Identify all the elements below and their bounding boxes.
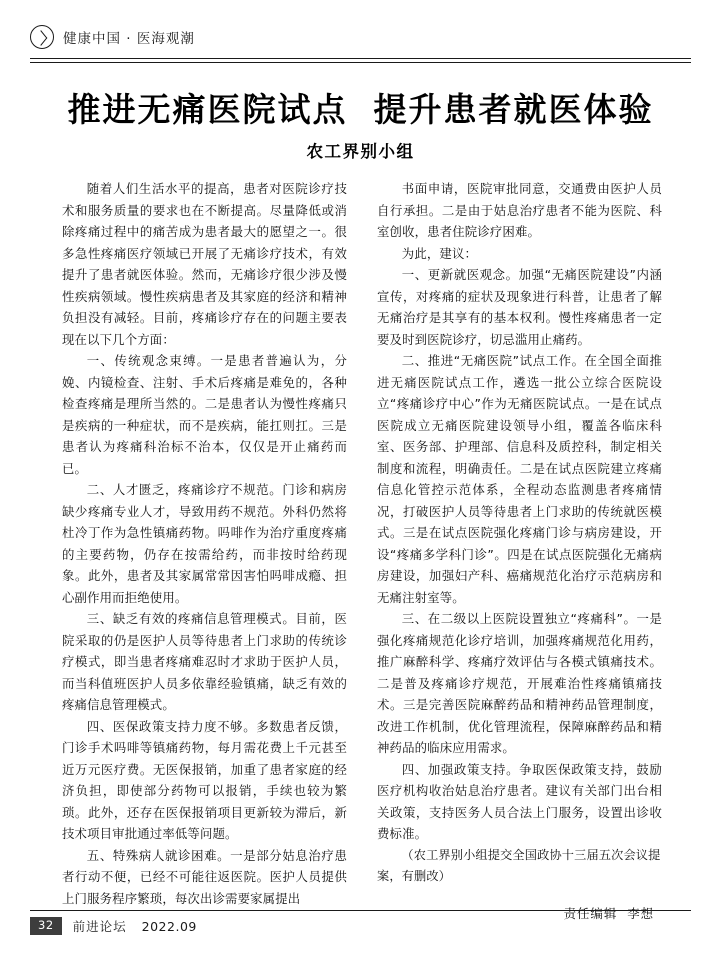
paragraph: 四、加强政策支持。争取医保政策支持，鼓励医疗机构收治姑息治疗患者。建议有关部门出台相关政策，支持医务人员合法上门服务，设置出诊收费标准。 [377, 761, 662, 841]
right-column [377, 178, 662, 921]
paragraph: 二、人才匮乏，疼痛诊疗不规范。门诊和病房缺少疼痛专业人才，导致用药不规范。外科仍然将杜冷丁作为急性镇痛药物。吗啡作为治疗重度疼痛的主要药物，仍存在按需给药，而非按时给药现象。此外，患者及其家属常常因害怕吗啡成瘾、担心副作用而拒绝使用。 [62, 482, 347, 605]
header-divider-thin [30, 62, 691, 63]
issue-date: 2022.09 [141, 918, 197, 934]
page-header [30, 22, 691, 62]
page-subtitle: 农工界别小组 [306, 142, 415, 161]
left-column [62, 178, 347, 906]
page-footer [30, 910, 691, 940]
paragraph: 三、缺乏有效的疼痛信息管理模式。目前，医院采取的仍是医护人员等待患者上门求助的传统诊疗模式，即当患者疼痛难忍时才求助于医护人员，而当科值班医护人员多依靠经验镇痛，缺乏有效的疼痛信息管理模式。 [62, 611, 347, 712]
article-body [62, 178, 662, 921]
paragraph: 四、医保政策支持力度不够。多数患者反馈，门诊手术吗啡等镇痛药物，每月需花费上千元甚至近万元医疗费。无医保报销，加重了患者家庭的经济负担，即使部分药物可以报销，手续也较为繁琐。此外，还存在医保报销项目更新较为滞后，新技术项目审批通过率低等问题。 [62, 718, 347, 841]
breadcrumb: 健康中国 · 医海观潮 [63, 31, 195, 47]
header-divider [30, 58, 691, 59]
paragraph: 书面申请，医院审批同意，交通费由医护人员自行承担。二是由于姑息治疗患者不能为医院、科室创收，患者住院诊疗困难。 [377, 181, 662, 239]
paragraph: 五、特殊病人就诊困难。一是部分姑息治疗患者行动不便，已经不可能往返医院。医护人员提供上门服务程序繁琐，每次出诊需要家属提出 [62, 847, 347, 906]
publication-name: 前进论坛 [72, 919, 127, 934]
paragraph: 随着人们生活水平的提高，患者对医院诊疗技术和服务质量的要求也在不断提高。尽量降低或消除疼痛过程中的痛苦成为患者最大的愿望之一。很多急性疼痛医疗领域已开展了无痛诊疗技术，有效提升了患者就医体验。然而，无痛诊疗很少涉及慢性疾病领域。慢性疾病患者及其家庭的经济和精神负担没有减轻。目前，疼痛诊疗存在的问题主要表现在以下几个方面： [62, 181, 347, 347]
title-part-2: 提升患者就医体验 [373, 90, 654, 129]
circle-arrow-icon [30, 25, 54, 49]
page-title [30, 84, 691, 131]
paragraph: 为此，建议： [401, 245, 478, 261]
submission-note: （农工界别小组提交全国政协十三届五次会议提案，有删改） [377, 847, 661, 883]
paragraph: 一、传统观念束缚。一是患者普遍认为，分娩、内镜检查、注射、手术后疼痛是难免的，各种检查疼痛是理所当然的。二是患者认为慢性疼痛只是疾病的一种症状，而不是疾病，能扛则扛。三是患者认为疼痛科治标不治本，仅仅是开止痛药而已。 [62, 353, 347, 476]
page-number: 32 [30, 917, 62, 935]
editor-name: 李想 [627, 905, 654, 921]
footer-divider [30, 910, 691, 911]
paragraph: 一、更新就医观念。加强“无痛医院建设”内涵宣传，对疼痛的症状及现象进行科普，让患者了解无痛治疗是其享有的基本权利。慢性疼痛患者一定要及时到医院诊疗，切忌滥用止痛药。 [377, 267, 662, 347]
paragraph: 二、推进“无痛医院”试点工作。在全国全面推进无痛医院试点工作，遴选一批公立综合医院设立“疼痛诊疗中心”作为无痛医院试点。一是在试点医院成立无痛医院建设领导小组，覆盖各临床科室、医务部、护理部、信息科及质控科，制定相关制度和流程，明确责任。二是在试点医院建立疼痛信息化管控示范体系，全程动态监测患者疼痛情况，打破医护人员等待患者上门求助的传统就医模式。三是在试点医院强化疼痛门诊与病房建设，开设“疼痛多学科门诊”。四是在试点医院强化无痛病房建设，加强妇产科、癌痛规范化治疗示范病房和无痛注射室等。 [377, 353, 662, 605]
editor-label: 责任编辑 [563, 905, 618, 921]
title-part-1: 推进无痛医院试点 [67, 90, 348, 129]
paragraph: 三、在二级以上医院设置独立“疼痛科”。一是强化疼痛规范化诊疗培训，加强疼痛规范化用药，推广麻醉科学、疼痛疗效评估与各模式镇痛技术。二是普及疼痛诊疗规范，开展难治性疼痛镇痛技术。三是完善医院麻醉药品和精神药品管理制度，改进工作机制，优化管理流程，保障麻醉药品和精神药品的临床应用需求。 [377, 611, 662, 755]
